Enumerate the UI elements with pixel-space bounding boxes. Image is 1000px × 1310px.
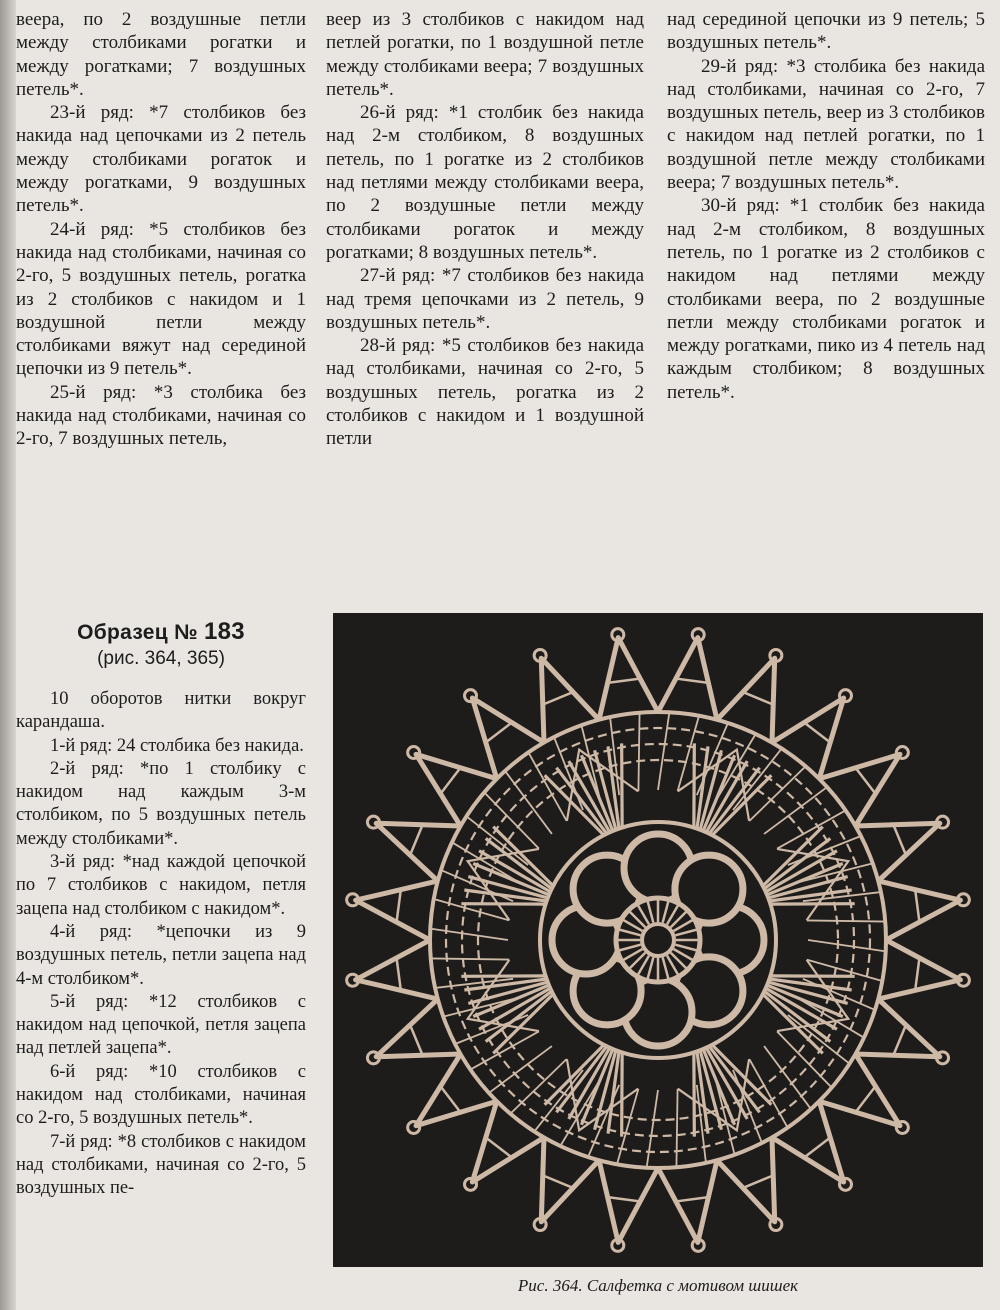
net-chain — [777, 1031, 832, 1087]
page-binding-shadow — [0, 0, 16, 1310]
spike-bar — [677, 679, 708, 683]
paragraph: 24-й ряд: *5 столбиков без накида над столбиками, начиная со 2-го, 5 воздушных петель, рогатка из 2 столбиков с накидом и 1 воздушной петли между столбиками вяжут над серединой цепочки из 9 петель*. — [16, 218, 306, 380]
spike-bar — [487, 723, 511, 742]
net-chain — [676, 1089, 677, 1168]
picot-spike — [356, 881, 438, 940]
doily-photo — [333, 613, 983, 1267]
net-chain — [797, 997, 864, 1037]
spike-bar — [609, 1197, 640, 1201]
paragraph: 4-й ряд: *цепочки из 9 воздушных петель, петли зацепа над 4-м столбиком*. — [16, 921, 306, 989]
spike-bar — [544, 692, 573, 704]
net-chain — [431, 958, 510, 959]
spike-bar — [744, 1176, 773, 1188]
paragraph: над серединой цепочки из 9 петель; 5 воздушных петель*. — [667, 9, 985, 54]
picot-spike — [878, 881, 960, 940]
paragraph: 30-й ряд: *1 столбик без накида над 2-м столбиком, 8 воздушных петель, по 1 рогатке из 2 столбиков с накидом над петлями между столбиками веера, по 2 воздушные петли между столбиками рогаток и между рогатками, пико из 4 петель над каждым столбиком; 8 воздушных петель*. — [667, 195, 985, 403]
paragraph: 7-й ряд: *8 столбиков с накидом над столбиками, начиная со 2-го, 5 воздушных пе- — [16, 1131, 306, 1199]
paragraph: веер из 3 столбиков с накидом над петлей рогатки, по 1 воздушной петле между столбиками веера; 7 воздушных петель*. — [326, 9, 644, 100]
net-chain — [510, 1059, 566, 1114]
net-chain — [430, 929, 508, 940]
spike-bar — [544, 1176, 573, 1188]
spike-bar — [410, 1026, 422, 1055]
net-chain — [807, 920, 886, 921]
paragraph: 27-й ряд: *7 столбиков без накида над тремя цепочками из 2 петель, 9 воздушных петель*. — [326, 265, 644, 333]
spike-bar — [856, 1087, 875, 1111]
spike-bar — [441, 769, 460, 793]
spike-bar — [677, 1197, 708, 1201]
sample-figure-reference: (рис. 364, 365) — [97, 648, 225, 669]
doily-illustration — [333, 613, 983, 1267]
paragraph: 26-й ряд: *1 столбик без накида над 2-м столбиком, 8 воздушных петель, по 1 рогатке из 2 столбиков над петлями между столбиками веера, по 2 воздушные петли между столбиками рогаток и между рогатками; 8 воздушных петель*. — [326, 102, 644, 263]
picot-spike — [658, 638, 717, 720]
spike-bar — [915, 959, 919, 990]
spike-bar — [744, 692, 773, 704]
net-chain — [452, 842, 519, 882]
spike-bar — [856, 769, 875, 793]
paragraph: 29-й ряд: *3 столбика без накида над столбиками, начиная со 2-го, 7 воздушных петель, веер из 3 столбиков с накидом над петлей рогатки, по 1 воздушной петле между столбиками веера; 7 воздушных петель*. — [667, 55, 985, 194]
spike-bar — [410, 826, 422, 855]
net-chain — [749, 766, 805, 821]
net-chain — [560, 1079, 600, 1146]
spike-bar — [805, 723, 829, 742]
spike-bar — [805, 1138, 829, 1157]
net-chain — [808, 940, 886, 951]
paragraph: 25-й ряд: *3 столбика без накида над столбиками, начиная со 2-го, 7 воздушных петель, — [16, 381, 306, 450]
spike-bar — [397, 891, 401, 922]
net-chain — [484, 792, 539, 848]
paragraph: 5-й ряд: *12 столбиков с накидом над цепочкой, петля зацепа над петлей зацепа*. — [16, 991, 306, 1059]
text-column-3 — [667, 8, 985, 404]
paragraph: веера, по 2 воздушные петли между столбиками рогатки и между рогатками; 7 воздушных петель*. — [16, 9, 306, 100]
net-chain — [647, 1090, 658, 1168]
picot-spike — [599, 1160, 658, 1242]
paragraph: 28-й ряд: *5 столбиков без накида над столбиками, начиная со 2-го, 5 воздушных петель, рогатка из 2 столбиков с накидом и 1 воздушной петли — [326, 335, 644, 450]
picot-spike — [878, 940, 960, 999]
spike-bar — [441, 1087, 460, 1111]
picot-spike — [658, 1160, 717, 1242]
paragraph: 1-й ряд: 24 столбика без накида. — [50, 735, 304, 756]
paragraph: 10 оборотов нитки вокруг карандаша. — [16, 689, 306, 733]
picot-spike — [599, 638, 658, 720]
spike-bar — [894, 826, 906, 855]
spike-bar — [397, 959, 401, 990]
paragraph: 3-й ряд: *над каждой цепочкой по 7 столбиков с накидом, петля зацепа над столбиком с накидом*. — [16, 852, 306, 919]
spike-bar — [609, 679, 640, 683]
sample-title — [16, 618, 306, 646]
paragraph: 23-й ряд: *7 столбиков без накида над цепочками из 2 петель между столбиками рогаток и между рогатками, 9 воздушных петель*. — [16, 102, 306, 217]
sample-number: 183 — [203, 618, 245, 645]
text-column-2 — [326, 8, 644, 451]
figure-caption: Рис. 364. Салфетка с мотивом шишек — [517, 1276, 799, 1295]
paragraph: 2-й ряд: *по 1 столбику с накидом над каждым 3-м столбиком, по 5 воздушных петель между столбиками*. — [16, 758, 306, 849]
net-chain — [733, 748, 782, 810]
sample-heading — [16, 618, 306, 670]
spike-bar — [894, 1026, 906, 1055]
picot-spike — [356, 940, 438, 999]
net-chain — [658, 712, 669, 790]
text-column-1 — [16, 8, 306, 451]
sample-title-label: Образец № — [77, 621, 198, 644]
spike-bar — [915, 891, 919, 922]
net-chain — [638, 713, 639, 792]
net-chain — [715, 734, 755, 801]
paragraph: 6-й ряд: *10 столбиков с накидом над столбиками, начиная со 2-го, 5 воздушных петель*. — [16, 1061, 306, 1129]
spike-bar — [487, 1138, 511, 1157]
text-column-4 — [16, 688, 306, 1201]
